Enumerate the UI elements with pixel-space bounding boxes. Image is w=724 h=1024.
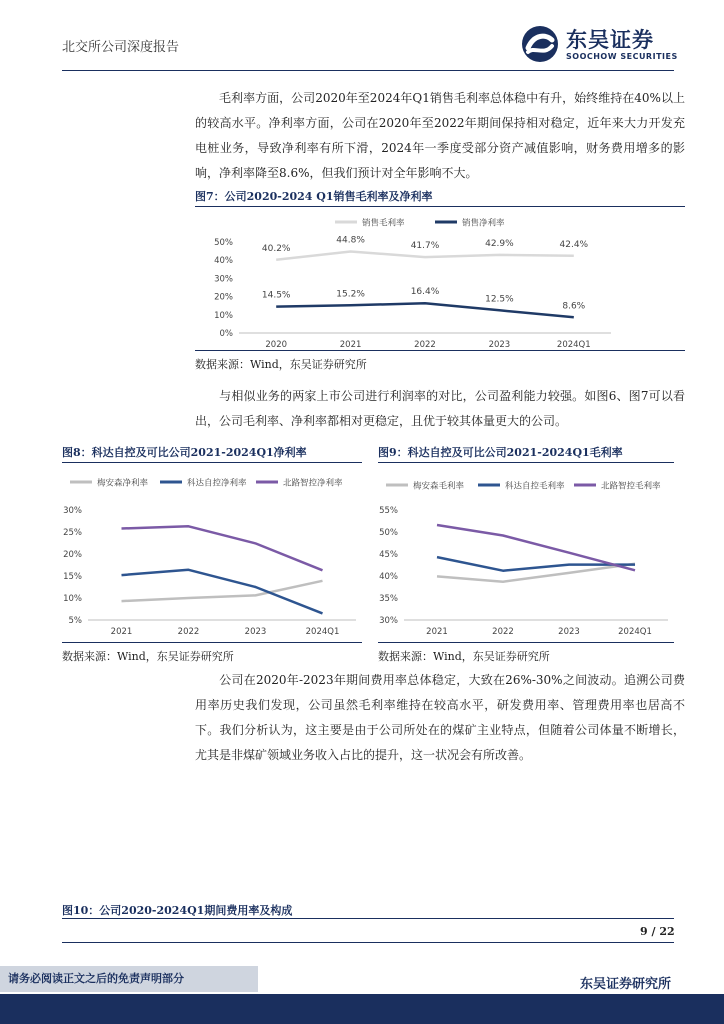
y-tick-label: 50% [379,528,398,538]
legend-label-2: 北路智控净利率 [283,478,343,489]
legend-label-0: 梅安森毛利率 [413,481,465,492]
fig7-chart [195,208,685,348]
fig9-bottom-rule [378,642,674,643]
fig9-title: 图9：科达自控及可比公司2021-2024Q1毛利率 [378,446,623,459]
fig8-top-rule [62,462,362,463]
fig7-title: 图7：公司2020-2024 Q1销售毛利率及净利率 [195,190,433,203]
y-tick-label: 20% [214,292,233,303]
y-tick-label: 10% [214,310,233,321]
y-tick-label: 40% [214,256,233,267]
fig9-source: 数据来源：Wind，东吴证券研究所 [378,650,550,663]
fig7-top-rule [195,206,685,207]
data-label-0-0: 40.2% [261,243,291,254]
y-tick-label: 45% [379,550,398,560]
y-tick-label: 55% [379,506,398,516]
fig7-bottom-rule [195,350,685,351]
x-tick-label: 2023 [558,627,580,637]
data-label-1-1: 15.2% [336,289,365,300]
fig10-top-rule [62,918,674,919]
x-tick-label: 2021 [426,627,448,637]
legend-label-1: 科达自控毛利率 [505,481,565,492]
report-category: 北交所公司深度报告 [62,40,180,55]
x-tick-label: 2023 [488,340,511,348]
disclaimer-note: 请务必阅读正文之后的免责声明部分 [0,966,258,992]
x-tick-label: 2020 [265,340,288,348]
legend-label-0: 梅安森净利率 [97,478,149,489]
footer-divider [62,942,674,943]
series-line-0 [276,252,574,260]
series-line-0 [122,581,323,601]
paragraph-margins [195,86,685,186]
fig7-source: 数据来源：Wind，东吴证券研究所 [195,358,367,371]
data-label-1-0: 14.5% [261,290,291,301]
fig9-chart [378,466,674,640]
x-tick-label: 2024Q1 [556,340,591,348]
x-tick-label: 2022 [177,627,200,637]
company-logo [520,22,680,68]
x-tick-label: 2021 [110,627,133,637]
y-tick-label: 5% [68,616,82,626]
x-tick-label: 2024Q1 [305,627,340,637]
data-label-0-2: 41.7% [410,241,440,252]
series-line-1 [276,303,574,317]
y-tick-label: 25% [63,528,82,538]
page-number: 9 / 22 [640,925,675,938]
fig9-top-rule [378,462,674,463]
data-label-0-1: 44.8% [336,235,365,246]
footer-organization: 东吴证券研究所 [580,977,672,992]
legend-label-1: 销售净利率 [462,218,505,229]
y-tick-label: 30% [214,274,233,285]
fig8-source: 数据来源：Wind，东吴证券研究所 [62,650,234,663]
legend-label-0: 销售毛利率 [362,218,405,229]
footer-band [0,994,724,1024]
x-tick-label: 2021 [339,340,362,348]
data-label-0-3: 42.9% [485,238,514,249]
data-label-0-4: 42.4% [559,239,589,250]
y-tick-label: 35% [379,594,398,604]
paragraph-comparison-text: 与相似业务的两家上市公司进行利润率的对比，公司盈利能力较强。如图6、图7可以看出，公司毛利率、净利率都相对更稳定，且优于较其体量更大的公司。 [195,389,685,428]
logo-text-cn: 东吴证券 [566,27,654,52]
y-tick-label: 30% [63,506,82,516]
logo-text-en: SOOCHOW SECURITIES [566,52,678,61]
series-line-2 [122,526,323,570]
paragraph-expenses [195,668,685,768]
x-tick-label: 2023 [244,627,267,637]
header-divider [62,70,674,71]
y-tick-label: 20% [63,550,82,560]
y-tick-label: 0% [219,329,233,339]
legend-label-2: 北路智控毛利率 [601,481,661,492]
fig8-title: 图8：科达自控及可比公司2021-2024Q1净利率 [62,446,307,459]
y-tick-label: 10% [63,594,82,604]
data-label-1-2: 16.4% [410,287,440,298]
y-tick-label: 40% [379,572,398,582]
fig8-chart [62,466,362,640]
data-label-1-3: 12.5% [485,294,514,305]
fig8-bottom-rule [62,642,362,643]
paragraph-comparison [195,384,685,434]
y-tick-label: 15% [63,572,82,582]
paragraph-expenses-text: 公司在2020年-2023年期间费用率总体稳定，大致在26%-30%之间波动。追溯公司费用率历史我们发现，公司虽然毛利率维持在较高水平，研发费用率、管理费用率也居高不下。我们分析认为，这主要是由于公司所处在的煤矿主业特点，但随着公司体量不断增长，尤其是非煤矿领域业务收入占比的提升，这一状况会有所改善。 [195,673,685,762]
x-tick-label: 2022 [414,340,436,348]
legend-label-1: 科达自控净利率 [187,478,247,489]
y-tick-label: 50% [214,238,233,248]
y-tick-label: 30% [379,616,398,626]
series-line-1 [122,570,323,614]
x-tick-label: 2024Q1 [618,627,652,637]
x-tick-label: 2022 [492,627,514,637]
data-label-1-4: 8.6% [562,301,586,312]
paragraph-margins-text: 毛利率方面，公司2020年至2024年Q1销售毛利率总体稳中有升，始终维持在40%以上的较高水平。净利率方面，公司在2020年至2022年期间保持相对稳定，近年来大力开发充电桩业务，导致净利率有所下滑，2024年一季度受部分资产减值影响，财务费用增多的影响，净利率降至8.6%，但我们预计对全年影响不大。 [195,91,685,180]
fig10-title: 图10：公司2020-2024Q1期间费用率及构成 [62,904,293,917]
logo-mark-icon [520,24,560,64]
